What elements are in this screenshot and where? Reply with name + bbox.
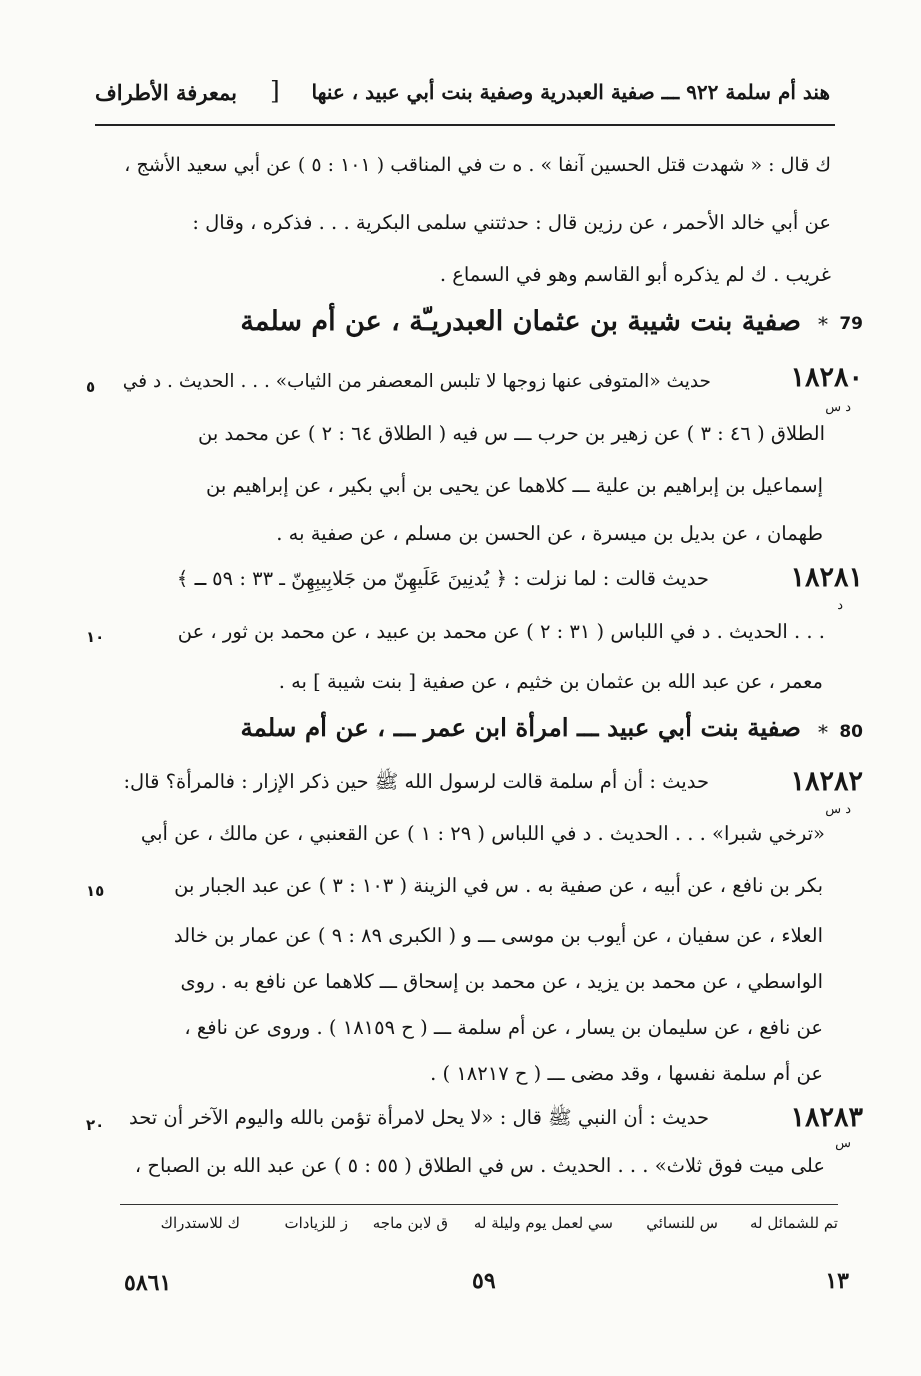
running-header bbox=[95, 74, 830, 120]
text-line: حديث : أن أم سلمة قالت لرسول الله ﷺ حين ذكر الإزار : فالمرأة؟ قال: bbox=[123, 770, 709, 793]
header-left: بمعرفة الأطراف bbox=[95, 80, 238, 105]
text-line: الطلاق ( ٤٦ : ٣ ) عن زهير بن حرب ـــ س فيه ( الطلاق ٦٤ : ٢ ) عن محمد بن bbox=[197, 422, 825, 445]
page-number: ٥٩ bbox=[472, 1268, 496, 1294]
abbreviation: ز للزيادات bbox=[284, 1214, 348, 1232]
hadith-number: ١٨٢٨٢ bbox=[790, 766, 863, 797]
hadith-source-label: س bbox=[835, 1136, 851, 1151]
text-line: ك قال : « شهدت قتل الحسين آنفا » . ه ت في المناقب ( ١٠١ : ٥ ) عن أبي سعيد الأشج ، bbox=[124, 154, 831, 176]
footnote-rule bbox=[120, 1204, 838, 1205]
abbreviation: ك للاستدراك bbox=[160, 1214, 240, 1232]
hadith-source-label: د س bbox=[825, 400, 851, 415]
volume-number: ١٣ bbox=[825, 1268, 849, 1294]
hadith-source-label: د bbox=[837, 598, 843, 613]
text-line: عن أبي خالد الأحمر ، عن رزين قال : حدثتني سلمى البكرية . . . فذكره ، وقال : bbox=[192, 211, 831, 234]
margin-line-number: ١٥ bbox=[86, 882, 105, 900]
section-star-icon: * bbox=[818, 312, 828, 336]
text-line: حديث قالت : لما نزلت : ﴿ يُدنِينَ عَلَيهِنّ من جَلابِيبِهِنّ ـ ٣٣ : ٥٩ ـ ﴾ bbox=[176, 567, 709, 590]
header-right: هند أم سلمة ٩٢٢ ـــ صفية العبدرية وصفية بنت أبي عبيد ، عنها bbox=[311, 80, 830, 104]
hadith-number: ١٨٢٨٣ bbox=[790, 1102, 863, 1133]
text-line: بكر بن نافع ، عن أبيه ، عن صفية به . س في الزينة ( ١٠٣ : ٣ ) عن عبد الجبار بن bbox=[174, 874, 823, 897]
abbreviation: سي لعمل يوم وليلة له bbox=[473, 1214, 613, 1232]
section-number: 79 bbox=[839, 314, 863, 334]
section-star-icon: * bbox=[818, 720, 828, 744]
text-line: معمر ، عن عبد الله بن عثمان بن خثيم ، عن صفية [ بنت شيبة ] به . bbox=[278, 670, 823, 693]
text-line: على ميت فوق ثلاث» . . . الحديث . س في الطلاق ( ٥٥ : ٥ ) عن عبد الله بن الصباح ، bbox=[134, 1154, 825, 1177]
text-line: . . . الحديث . د في اللباس ( ٣١ : ٢ ) عن محمد بن عبيد ، عن محمد بن ثور ، عن bbox=[177, 620, 825, 643]
abbreviation: تم للشمائل له bbox=[749, 1214, 838, 1232]
hadith-source-label: د س bbox=[825, 802, 851, 817]
margin-line-number: ٥ bbox=[86, 378, 96, 396]
text-line: «ترخي شبرا» . . . الحديث . د في اللباس ( ٢٩ : ١ ) عن القعنبي ، عن مالك ، عن أبي bbox=[140, 822, 825, 845]
serial-number: ٥٨٦١ bbox=[124, 1270, 172, 1296]
text-line: حديث : أن النبي ﷺ قال : «لا يحل لامرأة تؤمن بالله واليوم الآخر أن تحد bbox=[128, 1106, 709, 1129]
abbreviation: ق لابن ماجه bbox=[372, 1214, 448, 1232]
abbreviation: س للنسائي bbox=[646, 1214, 718, 1232]
section-number: 80 bbox=[839, 722, 863, 742]
text-line: عن أم سلمة نفسها ، وقد مضى ـــ ( ح ١٨٢١٧ ) . bbox=[430, 1062, 823, 1085]
hadith-number: ١٨٢٨٠ bbox=[790, 362, 863, 393]
hadith-number: ١٨٢٨١ bbox=[790, 562, 863, 593]
section-title: صفية بنت أبي عبيد ـــ امرأة ابن عمر ـــ ، عن أم سلمة bbox=[240, 713, 801, 742]
header-rule bbox=[95, 124, 835, 126]
header-bracket: ] bbox=[270, 76, 280, 105]
text-line: طهمان ، عن بديل بن ميسرة ، عن الحسن بن مسلم ، عن صفية به . bbox=[276, 522, 823, 545]
text-line: حديث «المتوفى عنها زوجها لا تلبس المعصفر من الثياب» . . . الحديث . د في bbox=[122, 371, 711, 392]
text-line: العلاء ، عن سفيان ، عن أيوب بن موسى ـــ و ( الكبرى ٨٩ : ٩ ) عن عمار بن خالد bbox=[173, 924, 823, 947]
text-line: عن نافع ، عن سليمان بن يسار ، عن أم سلمة ـــ ( ح ١٨١٥٩ ) . وروى عن نافع ، bbox=[184, 1016, 823, 1039]
section-title: صفية بنت شيبة بن عثمان العبدريـّة ، عن أم سلمة bbox=[240, 306, 801, 337]
text-line: إسماعيل بن إبراهيم بن علية ـــ كلاهما عن يحيى بن أبي بكير ، عن إبراهيم بن bbox=[206, 474, 823, 497]
margin-line-number: ٢٠ bbox=[86, 1116, 105, 1134]
text-line: الواسطي ، عن محمد بن يزيد ، عن محمد بن إسحاق ـــ كلاهما عن نافع به . روى bbox=[180, 970, 823, 993]
text-line: غريب . ك لم يذكره أبو القاسم وهو في السماع . bbox=[439, 263, 831, 286]
margin-line-number: ١٠ bbox=[86, 628, 105, 646]
abbreviation-key bbox=[120, 1214, 838, 1244]
